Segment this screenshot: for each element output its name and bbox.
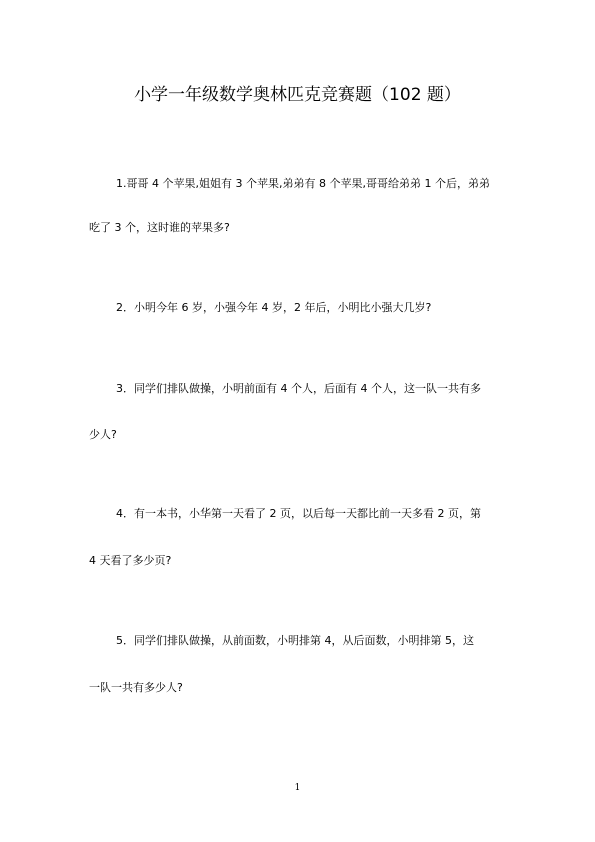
question-4-line-1: 4．有一本书，小华第一天看了 2 页，以后每一天都比前一天多看 2 页，第 xyxy=(116,507,481,520)
page-title: 小学一年级数学奥林匹克竞赛题（102 题） xyxy=(134,85,461,105)
question-5-line-1: 5．同学们排队做操，从前面数，小明排第 4，从后面数，小明排第 5，这 xyxy=(116,634,474,647)
question-1-line-2: 吃了 3 个，这时谁的苹果多? xyxy=(89,221,230,234)
question-3-line-2: 少人? xyxy=(89,428,117,441)
question-1-line-1: 1.哥哥 4 个苹果,姐姐有 3 个苹果,弟弟有 8 个苹果,哥哥给弟弟 1 个后，弟弟 xyxy=(116,177,490,190)
question-4-line-2: 4 天看了多少页? xyxy=(89,554,172,567)
question-3-line-1: 3．同学们排队做操，小明前面有 4 个人，后面有 4 个人，这一队一共有多 xyxy=(116,382,481,395)
question-5-line-2: 一队一共有多少人? xyxy=(89,681,183,694)
page-number: 1 xyxy=(294,783,301,793)
question-2-line-1: 2．小明今年 6 岁，小强今年 4 岁，2 年后，小明比小强大几岁? xyxy=(116,301,432,314)
